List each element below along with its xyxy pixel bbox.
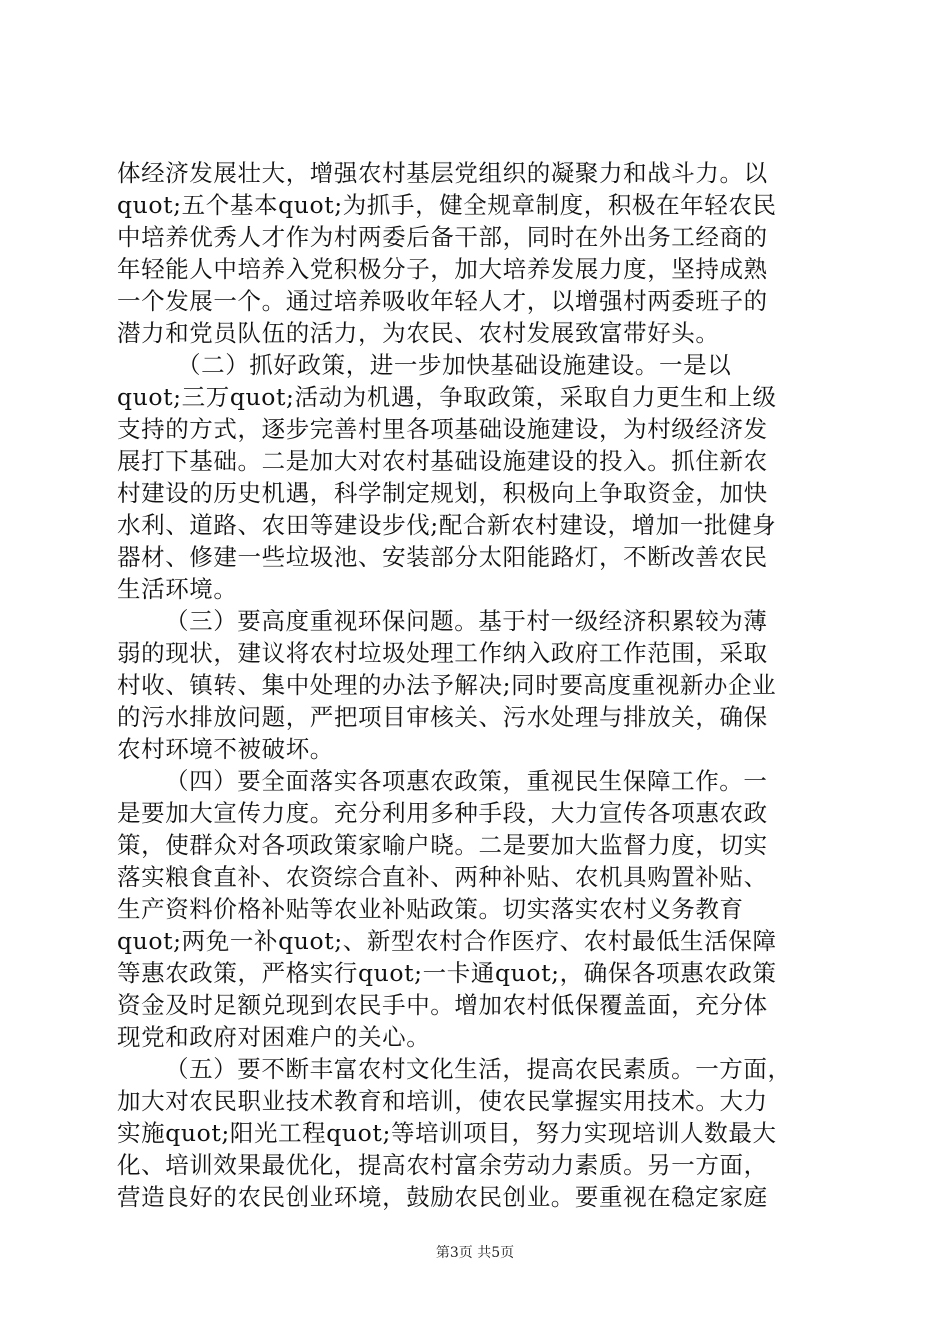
text-line: 化、培训效果最优化，提高农村富余劳动力素质。另一方面， <box>117 1151 768 1179</box>
text-line: 村收、镇转、集中处理的办法予解决;同时要高度重视新办企业 <box>117 671 777 699</box>
text-line: 现党和政府对困难户的关心。 <box>117 1023 431 1051</box>
text-line: 加大对农民职业技术教育和培训，使农民掌握实用技术。大力 <box>117 1087 768 1115</box>
text-line: 农村环境不被破坏。 <box>117 735 334 763</box>
text-line: 潜力和党员队伍的活力，为农民、农村发展致富带好头。 <box>117 319 720 347</box>
text-line: quot;五个基本quot;为抓手，健全规章制度，积极在年轻农民 <box>117 191 777 219</box>
text-line: 村建设的历史机遇，科学制定规划，积极向上争取资金，加快 <box>117 479 768 507</box>
section-heading-4: （四）要全面落实各项惠农政策，重视民生保障工作。一 <box>165 767 768 795</box>
text-line: quot;两免一补quot;、新型农村合作医疗、农村最低生活保障 <box>117 927 777 955</box>
section-heading-3: （三）要高度重视环保问题。基于村一级经济积累较为薄 <box>165 607 768 635</box>
text-line: 弱的现状，建议将农村垃圾处理工作纳入政府工作范围，采取 <box>117 639 768 667</box>
text-line: 支持的方式，逐步完善村里各项基础设施建设，为村级经济发 <box>117 415 768 443</box>
text-line: 策，使群众对各项政策家喻户晓。二是要加大监督力度，切实 <box>117 831 768 859</box>
text-line: 是要加大宣传力度。充分利用多种手段，大力宣传各项惠农政 <box>117 799 768 827</box>
section-heading-5: （五）要不断丰富农村文化生活，提高农民素质。一方面， <box>165 1055 792 1083</box>
text-line: 营造良好的农民创业环境，鼓励农民创业。要重视在稳定家庭 <box>117 1183 768 1211</box>
text-line: 的污水排放问题，严把项目审核关、污水处理与排放关，确保 <box>117 703 768 731</box>
text-line: 一个发展一个。通过培养吸收年轻人才，以增强村两委班子的 <box>117 287 768 315</box>
text-line: quot;三万quot;活动为机遇，争取政策，采取自力更生和上级 <box>117 383 777 411</box>
text-line: 生产资料价格补贴等农业补贴政策。切实落实农村义务教育 <box>117 895 744 923</box>
text-line: 实施quot;阳光工程quot;等培训项目，努力实现培训人数最大 <box>117 1119 777 1147</box>
text-line: 器材、修建一些垃圾池、安装部分太阳能路灯，不断改善农民 <box>117 543 768 571</box>
text-line: 等惠农政策，严格实行quot;一卡通quot;，确保各项惠农政策 <box>117 959 777 987</box>
text-line: 年轻能人中培养入党积极分子，加大培养发展力度，坚持成熟 <box>117 255 768 283</box>
page-number: 第3页 共5页 <box>435 1245 515 1261</box>
text-line: 生活环境。 <box>117 575 238 603</box>
text-line: 中培养优秀人才作为村两委后备干部，同时在外出务工经商的 <box>117 223 768 251</box>
text-line: 资金及时足额兑现到农民手中。增加农村低保覆盖面，充分体 <box>117 991 768 1019</box>
text-line: 落实粮食直补、农资综合直补、两种补贴、农机具购置补贴、 <box>117 863 768 891</box>
text-line: 体经济发展壮大，增强农村基层党组织的凝聚力和战斗力。以 <box>117 159 768 187</box>
page-footer <box>0 1243 950 1263</box>
section-heading-2: （二）抓好政策，进一步加快基础设施建设。一是以 <box>177 351 732 379</box>
text-line: 展打下基础。二是加大对农村基础设施建设的投入。抓住新农 <box>117 447 768 475</box>
text-line: 水利、道路、农田等建设步伐;配合新农村建设，增加一批健身 <box>117 511 777 539</box>
body-text <box>117 157 837 1213</box>
